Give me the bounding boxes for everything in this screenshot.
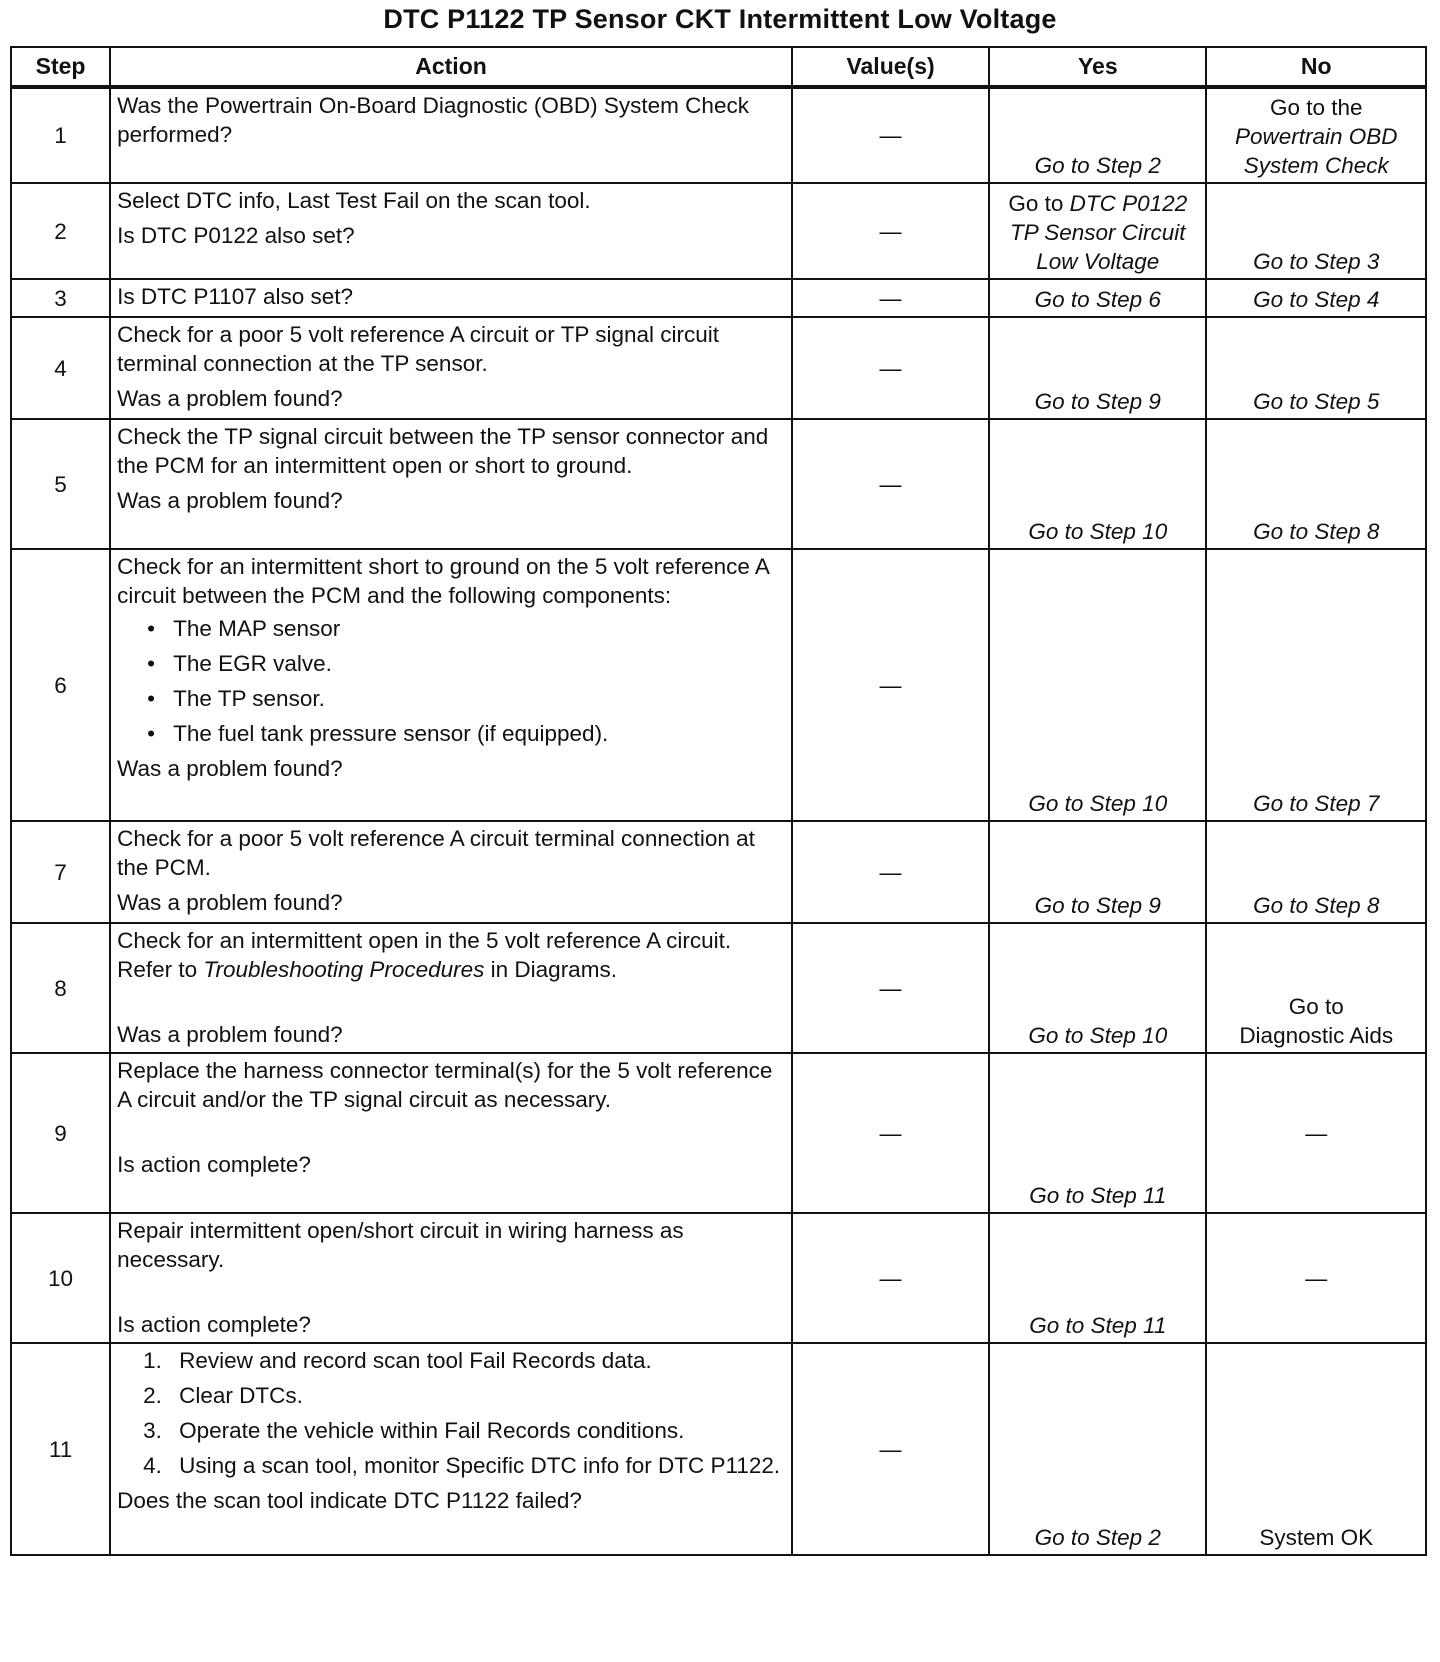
- yes-cell: [989, 419, 1206, 549]
- value-cell: [792, 419, 989, 549]
- no-goto-prefix: Go to the: [1269, 95, 1363, 120]
- action-cell: [110, 1053, 792, 1213]
- no-goto-link[interactable]: Go to Step 5: [1253, 389, 1380, 414]
- value-dash: —: [879, 1436, 902, 1462]
- page-title: DTC P1122 TP Sensor CKT Intermittent Low Voltage: [383, 4, 1057, 34]
- yes-cell: [989, 1213, 1206, 1343]
- value-dash: —: [879, 672, 902, 698]
- step-number: 9: [11, 1053, 110, 1213]
- column-header-step: Step: [11, 47, 110, 87]
- value-cell: [792, 821, 989, 923]
- yes-goto-link[interactable]: Go to Step 2: [1034, 1525, 1161, 1550]
- action-cell: [110, 317, 792, 419]
- yes-goto-link[interactable]: DTC P0122 TP Sensor Circuit Low Voltage: [1010, 191, 1188, 274]
- yes-goto-link[interactable]: Go to Step 10: [1028, 519, 1168, 544]
- yes-goto-link[interactable]: Go to Step 9: [1034, 893, 1161, 918]
- no-goto-link[interactable]: Go to Step 3: [1253, 249, 1380, 274]
- list-item-text: Operate the vehicle within Fail Records conditions.: [179, 1418, 685, 1443]
- action-cell: [110, 1213, 792, 1343]
- list-item-text: Review and record scan tool Fail Records data.: [179, 1348, 652, 1373]
- yes-cell: [989, 279, 1206, 317]
- step-number: 3: [11, 279, 110, 317]
- list-item: [147, 719, 785, 748]
- action-question: Was a problem found?: [117, 1022, 343, 1047]
- procedure-list: [117, 1346, 785, 1480]
- list-item-text: Clear DTCs.: [179, 1383, 303, 1408]
- value-cell: [792, 1213, 989, 1343]
- yes-cell: [989, 1343, 1206, 1555]
- value-dash: —: [879, 218, 902, 244]
- action-cell: [110, 821, 792, 923]
- yes-cell: [989, 923, 1206, 1053]
- yes-goto-link[interactable]: Go to Step 9: [1034, 389, 1161, 414]
- action-text: Was the Powertrain On-Board Diagnostic (OBD) System Check performed?: [117, 93, 749, 147]
- no-goto-link[interactable]: Go to Step 8: [1253, 519, 1380, 544]
- list-item: [143, 1416, 785, 1445]
- action-question: Is action complete?: [117, 1312, 311, 1337]
- no-cell: [1206, 317, 1426, 419]
- action-text: Check for an intermittent short to ground on the 5 volt reference A circuit between the PCM and the following components:: [117, 554, 769, 608]
- bullet-icon: •: [147, 651, 155, 676]
- action-question: Was a problem found?: [117, 756, 343, 781]
- no-goto-link[interactable]: Go to Step 4: [1253, 287, 1380, 312]
- no-goto-link[interactable]: Go to Step 8: [1253, 893, 1380, 918]
- table-row-step-9: [11, 1053, 1426, 1213]
- step-number: 6: [11, 549, 110, 821]
- action-text: Check for a poor 5 volt reference A circuit or TP signal circuit terminal connection at the TP sensor.: [117, 322, 720, 376]
- value-cell: [792, 1343, 989, 1555]
- table-row-step-1: [11, 87, 1426, 183]
- value-dash: —: [879, 123, 902, 148]
- table-row-step-8: [11, 923, 1426, 1053]
- yes-cell: [989, 1053, 1206, 1213]
- step-number: 8: [11, 923, 110, 1053]
- action-text: [117, 926, 785, 984]
- table-row-step-6: [11, 549, 1426, 821]
- action-question: Was a problem found?: [117, 488, 343, 513]
- action-cell: [110, 419, 792, 549]
- yes-cell: [989, 183, 1206, 279]
- list-item-text: Using a scan tool, monitor Specific DTC info for DTC P1122.: [179, 1453, 781, 1478]
- action-question: Does the scan tool indicate DTC P1122 failed?: [117, 1488, 582, 1513]
- step-number: 11: [11, 1343, 110, 1555]
- action-text: Select DTC info, Last Test Fail on the scan tool.: [117, 188, 591, 213]
- troubleshooting-link[interactable]: Troubleshooting Procedures: [203, 957, 485, 982]
- no-cell: [1206, 87, 1426, 183]
- value-dash: —: [879, 285, 902, 311]
- value-dash: —: [879, 355, 902, 381]
- table-row-step-4: [11, 317, 1426, 419]
- list-item: [143, 1346, 785, 1375]
- yes-goto-link[interactable]: Go to Step 10: [1028, 1023, 1168, 1048]
- yes-cell: [989, 549, 1206, 821]
- no-cell: [1206, 279, 1426, 317]
- list-item-text: The EGR valve.: [173, 651, 332, 676]
- yes-goto-link[interactable]: Go to Step 10: [1028, 791, 1168, 816]
- list-item: [143, 1451, 785, 1480]
- no-cell: [1206, 1213, 1426, 1343]
- no-goto-link[interactable]: Go to Step 7: [1253, 791, 1380, 816]
- action-question: Is DTC P1107 also set?: [117, 284, 354, 309]
- list-number: 2.: [143, 1383, 162, 1408]
- list-number: 4.: [143, 1453, 162, 1478]
- action-text: Repair intermittent open/short circuit in wiring harness as necessary.: [117, 1218, 684, 1272]
- action-cell: [110, 923, 792, 1053]
- table-row-step-3: [11, 279, 1426, 317]
- table-row-step-11: [11, 1343, 1426, 1555]
- table-row-step-7: [11, 821, 1426, 923]
- action-text: Replace the harness connector terminal(s) for the 5 volt reference A circuit and/or the TP signal circuit as necessary.: [117, 1058, 773, 1112]
- step-number: 4: [11, 317, 110, 419]
- bullet-icon: •: [147, 721, 155, 746]
- yes-cell: [989, 821, 1206, 923]
- value-cell: [792, 87, 989, 183]
- no-cell: [1206, 923, 1426, 1053]
- value-cell: [792, 1053, 989, 1213]
- no-cell: [1206, 821, 1426, 923]
- no-goto-link[interactable]: Powertrain OBD System Check: [1234, 124, 1398, 178]
- step-number: 5: [11, 419, 110, 549]
- table-row-step-10: [11, 1213, 1426, 1343]
- header-row: [11, 47, 1426, 87]
- no-cell: [1206, 419, 1426, 549]
- action-cell: [110, 279, 792, 317]
- action-text-part: Check for an intermittent open in the 5 volt reference A circuit. Refer to: [117, 928, 732, 982]
- action-cell: [110, 1343, 792, 1555]
- value-cell: [792, 317, 989, 419]
- step-number: 7: [11, 821, 110, 923]
- column-header-yes: Yes: [989, 47, 1206, 87]
- action-text-part: in Diagrams.: [490, 957, 617, 982]
- list-item: [147, 684, 785, 713]
- action-text: Check the TP signal circuit between the TP sensor connector and the PCM for an intermittent open or short to ground.: [117, 424, 769, 478]
- step-number: 2: [11, 183, 110, 279]
- list-number: 1.: [143, 1348, 162, 1373]
- yes-goto-link[interactable]: Go to Step 6: [1034, 287, 1161, 312]
- value-dash: —: [879, 471, 902, 497]
- component-list: [117, 614, 785, 748]
- yes-cell: [989, 317, 1206, 419]
- action-question: Was a problem found?: [117, 386, 343, 411]
- column-header-no: No: [1206, 47, 1426, 87]
- list-number: 3.: [143, 1418, 162, 1443]
- action-cell: [110, 183, 792, 279]
- action-text: Check for a poor 5 volt reference A circuit terminal connection at the PCM.: [117, 826, 755, 880]
- action-question: Was a problem found?: [117, 890, 343, 915]
- value-dash: —: [879, 975, 902, 1001]
- value-cell: [792, 183, 989, 279]
- action-cell: [110, 549, 792, 821]
- bullet-icon: •: [147, 686, 155, 711]
- value-cell: [792, 279, 989, 317]
- action-cell: [110, 87, 792, 183]
- list-item-text: The fuel tank pressure sensor (if equipped).: [173, 721, 609, 746]
- yes-goto-link[interactable]: Go to Step 2: [1034, 153, 1161, 178]
- value-dash: —: [879, 859, 902, 885]
- list-item-text: The MAP sensor: [173, 616, 341, 641]
- value-cell: [792, 549, 989, 821]
- list-item-text: The TP sensor.: [173, 686, 325, 711]
- no-goto-link[interactable]: Diagnostic Aids: [1239, 1023, 1394, 1048]
- list-item: [147, 614, 785, 643]
- no-dash: —: [1305, 1265, 1328, 1291]
- list-item: [147, 649, 785, 678]
- action-question: Is DTC P0122 also set?: [117, 223, 355, 248]
- value-dash: —: [879, 1265, 902, 1291]
- column-header-values: Value(s): [792, 47, 989, 87]
- bullet-icon: •: [147, 616, 155, 641]
- list-item: [143, 1381, 785, 1410]
- table-row-step-2: [11, 183, 1426, 279]
- no-result: System OK: [1259, 1525, 1374, 1550]
- step-number: 10: [11, 1213, 110, 1343]
- yes-goto-prefix: Go to: [1008, 191, 1064, 216]
- no-dash: —: [1305, 1120, 1328, 1146]
- no-cell: [1206, 549, 1426, 821]
- no-cell: [1206, 1053, 1426, 1213]
- no-cell: [1206, 1343, 1426, 1555]
- table-row-step-5: [11, 419, 1426, 549]
- step-number: 1: [11, 87, 110, 183]
- yes-goto-link[interactable]: Go to Step 11: [1029, 1313, 1167, 1338]
- value-cell: [792, 923, 989, 1053]
- diagnostic-table: [10, 46, 1427, 1556]
- no-cell: [1206, 183, 1426, 279]
- yes-cell: [989, 87, 1206, 183]
- column-header-action: Action: [110, 47, 792, 87]
- action-question: Is action complete?: [117, 1152, 311, 1177]
- value-dash: —: [879, 1120, 902, 1146]
- yes-goto-link[interactable]: Go to Step 11: [1029, 1183, 1167, 1208]
- no-goto-prefix: Go to: [1288, 994, 1344, 1019]
